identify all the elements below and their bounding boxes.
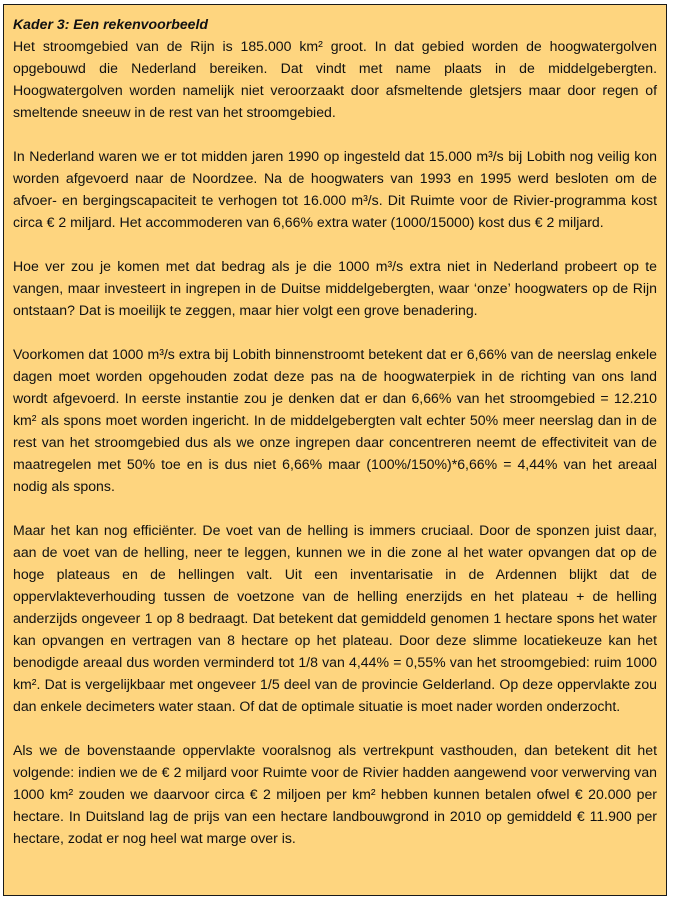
box-title: Kader 3: Een rekenvoorbeeld xyxy=(13,16,209,32)
paragraph-2: In Nederland waren we er tot midden jaren 1990 op ingesteld dat 15.000 m³/s bij Lobith nog veilig kon worden afgevoerd naar de Noordzee. Na de hoogwaters van 1993 en 1995 werd besloten om de afvoer- en bergingscapaciteit te verhogen tot 16.000 m³/s. Dit Ruimte voor de Rivier-programma kost circa € 2 miljard. Het accommoderen van 6,66% extra water (1000/15000) kost dus € 2 miljard. xyxy=(13,148,657,230)
paragraph-3: Hoe ver zou je komen met dat bedrag als je die 1000 m³/s extra niet in Nederland probeert op te vangen, maar investeert in ingrepen in de Duitse middelgebergten, waar ‘onze’ hoogwaters op de Rijn ontstaan? Dat is moeilijk te zeggen, maar hier volgt een grove benadering. xyxy=(13,258,657,318)
info-box xyxy=(3,4,667,896)
paragraph-5: Maar het kan nog efficiënter. De voet van de helling is immers cruciaal. Door de sponzen juist daar, aan de voet van de helling, neer te leggen, kunnen we in die zone al het water opvangen dat op de hoge plateaus en de hellingen valt. Uit een inventarisatie in de Ardennen blijkt dat de oppervlakteverhouding tussen de voetzone van de helling enerzijds en het plateau + de helling anderzijds ongeveer 1 op 8 bedraagt. Dat betekent dat gemiddeld genomen 1 hectare spons het water kan opvangen en vertragen van 8 hectare op het plateau. Door deze slimme locatiekeuze kan het benodigde areaal dus worden verminderd tot 1/8 van 4,44% = 0,55% van het stroomgebied: ruim 1000 km². Dat is vergelijkbaar met ongeveer 1/5 deel van de provincie Gelderland. Op deze oppervlakte zou dan enkele decimeters water staan. Of dat de optimale situatie is moet nader worden onderzocht. xyxy=(13,522,657,714)
paragraph-1: Het stroomgebied van de Rijn is 185.000 km² groot. In dat gebied worden de hoogwatergolven opgebouwd die Nederland bereiken. Dat vindt met name plaats in de middelgebergten. Hoogwatergolven worden namelijk niet veroorzaakt door afsmeltende gletsjers maar door regen of smeltende sneeuw in de rest van het stroomgebied. xyxy=(13,38,657,120)
paragraph-4: Voorkomen dat 1000 m³/s extra bij Lobith binnenstroomt betekent dat er 6,66% van de neerslag enkele dagen moet worden opgehouden zodat deze pas na de hoogwaterpiek in de richting van ons land wordt afgevoerd. In eerste instantie zou je denken dat er dan 6,66% van het stroomgebied = 12.210 km² als spons moet worden ingericht. In de middelgebergten valt echter 50% meer neerslag dan in de rest van het stroomgebied dus als we onze ingrepen daar concentreren neemt de effectiviteit van de maatregelen met 50% toe en is dus niet 6,66% maar (100%/150%)*6,66% = 4,44% van het areaal nodig als spons. xyxy=(13,346,657,494)
paragraph-6: Als we de bovenstaande oppervlakte vooralsnog als vertrekpunt vasthouden, dan betekent dit het volgende: indien we de € 2 miljard voor Ruimte voor de Rivier hadden aangewend voor verwerving van 1000 km² zouden we daarvoor circa € 2 miljoen per km² hebben kunnen betalen ofwel € 20.000 per hectare. In Duitsland lag de prijs van een hectare landbouwgrond in 2010 op gemiddeld € 11.900 per hectare, zodat er nog heel wat marge over is. xyxy=(13,742,657,846)
